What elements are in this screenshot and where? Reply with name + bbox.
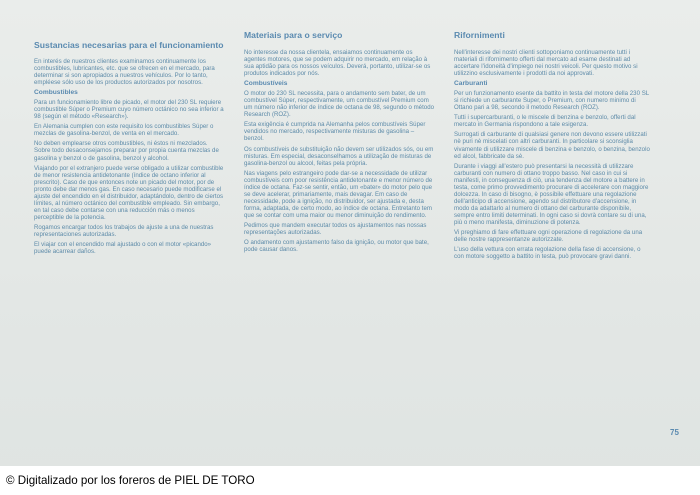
column-portuguese — [244, 30, 434, 256]
paragraph-pt: Pedimos que mandem executar todos os ajustamentos nas nossas representações autorizadas. — [244, 221, 427, 237]
paragraph-pt: Nas viagens pelo estrangeiro pode dar-se a necessidade de utilizar combustíveis com poor resistência antidetonante e menor número de índice de octana. Faz-se sentir, então, um «bater» do motor pelo que se deve acelerar, primariamente, mais devagar. Em caso de necessidade, pode a ignição, no distribuidor, ser ajustada e, desta forma, adaptada, de certo modo, ao índice de octana. Entretanto tem que se contar com uma maior ou menor diminuição do rendimento. — [244, 169, 433, 219]
section-title-it: Rifornimenti — [454, 30, 505, 40]
paragraph-it: Surrogati di carburante di qualsiasi genere non devono essere utilizzati nè puri nè miscelati con altri carburanti. In particolare si sconsiglia vivamente di utilizzare miscele di benzina e benzolo, o benzina, benzolo ed alcol, fabbricate da sè. — [454, 131, 650, 160]
paragraph-es: Viajando por el extranjero puede verse obligado a utilizar combustible de menor resistencia antidetonante (índice de octano inferior al prescrito). Caso de que entonces note un picado del motor, por de pronto debe dar menos gas. En caso necesario puede modificarse el ajuste del encendido en el distribuidor, adaptándolo, dentro de ciertos límites, al número octánico del combustible empleado. Sin embargo, en tal caso debe contarse con una reducción más o menos perceptible de la potencia. — [34, 164, 224, 221]
paragraph-it: Tutti i supercarburanti, o le miscele di benzina e benzolo, offerti dal mercato in Germania rispondono a tale esigenza. — [454, 114, 636, 129]
subsection-title-es: Combustibles — [34, 89, 78, 97]
paragraph-pt: Os combustíveis de substituição não devem ser utilizados sós, ou em misturas. Em especial, desaconselhamos a utilização de misturas de gasolina-benzol ou alcool, feitas pela própria. — [244, 145, 434, 167]
intro-paragraph-it: Nell'interesse dei nostri clienti sottoponiamo continuamente tutti i materiali di rifornimento offerti dal mercato ad esame destinati ad accertare l'idoneità d'impiego nei nostri veicoli. Per questo motivo si utilizzino esclusivamente i prodotti da noi approvati. — [454, 49, 638, 78]
subsection-title-pt: Combustíveis — [244, 80, 288, 88]
intro-paragraph-es: En interés de nuestros clientes examinamos continuamente los combustibles, lubricantes, etc. que se ofrecen en el mercado, para determinar si son apropiados a nuestros vehículos. Por lo tanto, empléese sólo uso de los productos autorizados por nosotros. — [34, 58, 215, 87]
paragraph-pt: Esta exigência é cumprida na Alemanha pelos combustíveis Súper vendidos no mercado, respectivamente misturas de gasolina – benzol. — [244, 121, 426, 143]
paragraph-es: Rogamos encargar todos los trabajos de ajuste a una de nuestras representaciones autorizadas. — [34, 223, 214, 238]
paragraph-pt: O andamento com ajustamento falso da ignição, ou motor que bate, pode causar danos. — [244, 239, 429, 254]
paragraph-es: No deben emplearse otros combustibles, ni éstos ni mezclados. Sobre todo desaconsejamos preparar por propia cuenta mezclas de gasolina y benzol o de gasolina, benzol y alcohol. — [34, 140, 219, 162]
section-title-es: Sustancias necesarias para el funcionamiento — [34, 40, 224, 50]
page-number: 75 — [670, 428, 679, 437]
paragraph-it: Durante i viaggi all'estero può presentarsi la necessità di utilizzare carburanti con numero di ottano troppo basso. Nel caso in cui si manifesti, in conseguenza di ciò, una tendenza del motore a battere in testa, come primo provvedimento procurare di accelerare con maggiore dolcezza. In caso di bisogno, è possibile effettuare una regolazione dell'anticipo di accensione, agendo sul distributore d'accensione, in modo da adattarlo al numero di ottano del carburante disponibile, sempre entro limiti determinati. In ogni caso si dovrà contare su di una, più o meno manifesta, diminuzione di potenza. — [454, 162, 649, 226]
paragraph-it: L'uso della vettura con errata regolazione della fase di accensione, o con motore soggetto a battito in testa, può provocare gravi danni. — [454, 246, 641, 261]
paragraph-es: El viajar con el encendido mal ajustado o con el motor «picando» puede acarrear daños. — [34, 241, 212, 256]
intro-paragraph-pt: No interesse da nossa clientela, ensaiamos continuamente os agentes motores, que se podem adquirir no mercado, em relação à sua aptidão para os nossos veículos. Deverá, portanto, utilizar-se os produtos indicados por nós. — [244, 49, 431, 78]
paragraph-es: En Alemania cumplen con este requisito los combustibles Súper o mezclas de gasolina-benzol, de venta en el mercado. — [34, 123, 214, 138]
paragraph-it: Vi preghiamo di fare effettuare ogni operazione di regolazione da una delle nostre rappresentanze autorizzate. — [454, 229, 643, 244]
paragraph-pt: O motor do 230 SL necessita, para o andamento sem bater, de um combustível Súper, respectivamente, um combustível Premium com um número não inferior de índice de octana de 98, segundo o método Research (ROZ). — [244, 90, 435, 119]
footer-credit: © Digitalizado por los foreros de PIEL DE TORO — [6, 474, 255, 487]
column-italian — [454, 30, 650, 263]
section-title-pt: Materiais para o serviço — [244, 30, 343, 40]
column-spanish — [34, 40, 224, 258]
footer-bar — [0, 466, 700, 495]
paragraph-it: Per un funzionamento esente da battito in testa del motore della 230 SL si richiede un carburante Super, o Premium, con numero minimo di Ottano pari a 98, secondo il metodo Research (ROZ). — [454, 90, 649, 112]
subsection-title-it: Carburanti — [454, 80, 488, 88]
paragraph-es: Para un funcionamiento libre de picado, el motor del 230 SL requiere combustible Súper o Premium cuyo número octánico no sea inferior a 98 (según el método «Research»). — [34, 99, 224, 121]
